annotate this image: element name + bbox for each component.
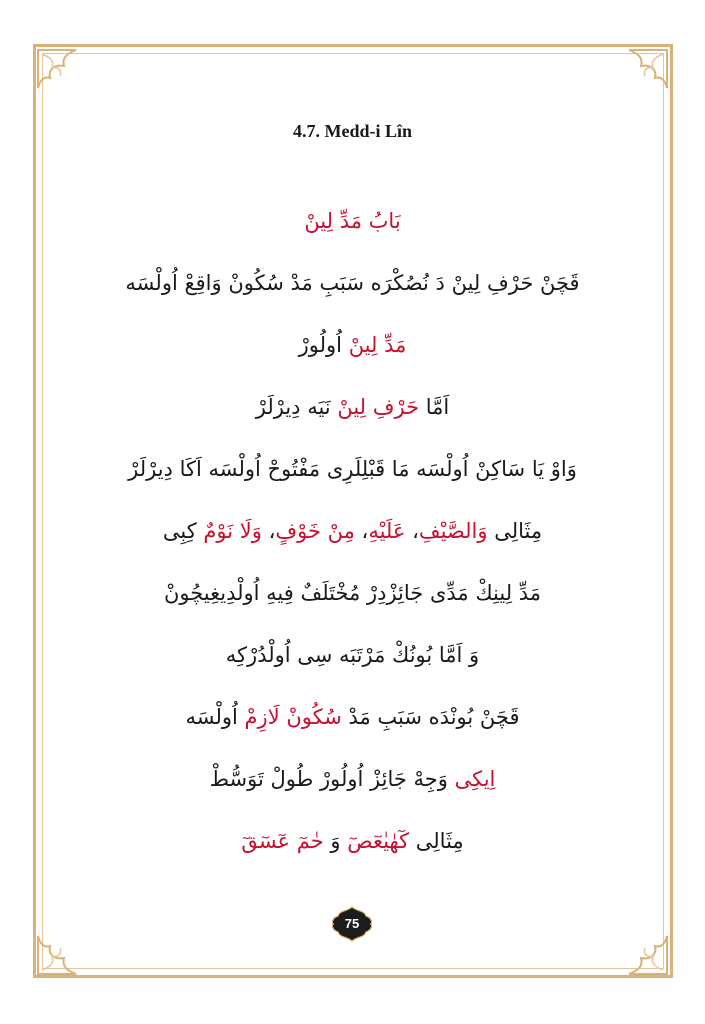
text-segment: نَيَه دِيرْلَرْ: [255, 395, 338, 419]
arabic-text-body: [60, 190, 645, 872]
text-line: [60, 376, 645, 438]
text-segment: اُولْسَه: [185, 705, 245, 729]
text-segment: قَچَنْ حَرْفِ لِينْ دَ نُصُكْرَه سَبَبِ مَدْ سُكُونْ وَاقِعْ اُولْسَه: [125, 271, 580, 295]
text-segment: وَاوْ يَا سَاكِنْ اُولْسَه مَا قَبْلِلَرِى مَفْتُوحْ اُولْسَه اَكَا دِيرْلَرْ: [128, 457, 577, 481]
text-segment: اُولُورْ: [298, 333, 349, 357]
corner-ornament-bottom-right: [613, 920, 669, 976]
text-segment: قَچَنْ بُونْدَه سَبَبِ مَدْ: [341, 705, 520, 729]
text-segment: مِثَالِى: [409, 829, 464, 853]
text-segment: ،: [354, 519, 369, 543]
text-line: [60, 252, 645, 314]
page-number: 75: [344, 916, 360, 931]
text-line: [60, 748, 645, 810]
highlighted-term: حَرْفِ لِينْ: [337, 395, 420, 419]
text-line: [60, 686, 645, 748]
highlighted-term: وَالصَّيْفِ: [418, 519, 488, 543]
text-segment: وَ اَمَّا بُونُكْ مَرْتَبَه سِى اُولْدُرْكِه: [225, 643, 480, 667]
text-line: [60, 500, 645, 562]
highlighted-term: عَلَيْهِ: [368, 519, 406, 543]
highlighted-term: مَدِّ لِينْ: [348, 333, 407, 357]
corner-ornament-bottom-left: [36, 920, 92, 976]
text-segment: وَجِهْ جَائِزْ اُولُورْ طُولْ تَوَسُّطْ: [209, 767, 455, 791]
text-line: [60, 562, 645, 624]
highlighted-term: حٰمٓ عٓسٓقٓ: [241, 829, 324, 853]
text-line: [60, 624, 645, 686]
highlighted-term: سُكُونْ لَازِمْ: [244, 705, 342, 729]
text-line: [60, 438, 645, 500]
text-line: [60, 190, 645, 252]
highlighted-term: بَابُ مَدِّ لِينْ: [304, 209, 401, 233]
highlighted-term: كٓهٰيٰعٓصٓ: [347, 829, 410, 853]
highlighted-term: مِنْ خَوْفٍ: [275, 519, 355, 543]
text-segment: مَدِّ لِينِكْ مَدِّى جَائِزْدِرْ مُخْتَلَفٌ فِيهِ اُولْدِيغِيچُونْ: [163, 581, 542, 605]
text-segment: ،: [261, 519, 276, 543]
text-segment: مِثَالِى: [487, 519, 543, 543]
text-segment: اَمَّا: [419, 395, 450, 419]
highlighted-term: وَلَا نَوْمٌ: [203, 519, 262, 543]
text-segment: كِبِى: [162, 519, 204, 543]
corner-ornament-top-right: [613, 48, 669, 104]
highlighted-term: اِيكِى: [454, 767, 496, 791]
text-line: [60, 810, 645, 872]
text-line: [60, 314, 645, 376]
text-segment: ،: [405, 519, 419, 543]
section-heading: 4.7. Medd-i Lîn: [292, 121, 412, 141]
corner-ornament-top-left: [36, 48, 92, 104]
text-segment: وَ: [323, 829, 348, 853]
